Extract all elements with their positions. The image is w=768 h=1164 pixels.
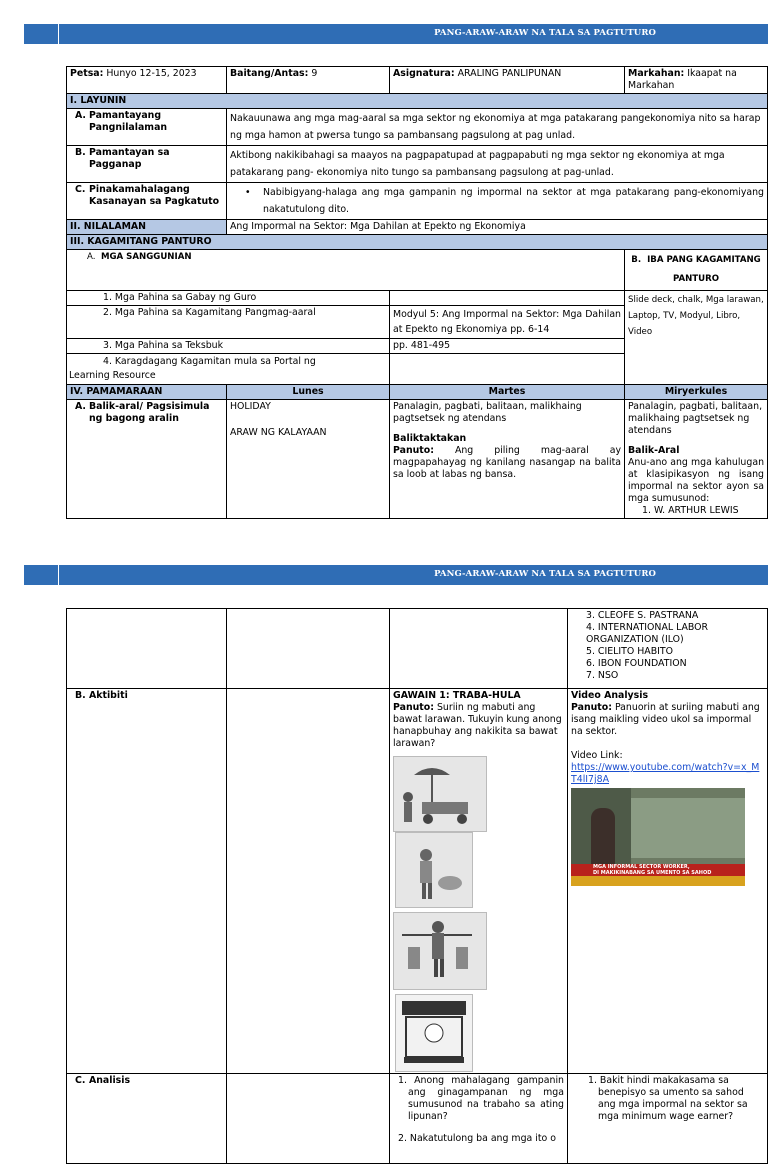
petsa-cell: Petsa: Hunyo 12-15, 2023 [67,67,227,94]
pamantayang-pangnilalaman-text: Nakauunawa ang mga mag-aaral sa mga sektor ng ekonomiya at mga patakarang pangekonomiya nito sa harap ng mga hamon at pwersa tungo sa pambansang pagsulong at pag unlad. [227,109,768,146]
martes-cell: Panalagin, pagbati, balitaan, malikhaing pagtsetsek ng atendans Baliktaktakan Panuto: Ang piling mag-aaral ay magpapahayag ng kanilang nasangap na balita sa loob at labas ng bansa. [390,400,625,519]
sanggunian-label: A. MGA SANGGUNIAN [67,250,625,291]
markahan-cell: Markahan: Ikaapat na Markahan [625,67,768,94]
lesson-plan-table-page1 [66,66,768,519]
pamantayan-pagganap-label: B. Pamantayan sa Pagganap [67,146,227,183]
kagamitan-heading-row [67,235,768,250]
pamamaraan-heading-row [67,385,768,400]
header-banner-page2 [24,565,768,585]
pamamaraan-heading: IV. PAMAMARAAN [67,385,227,400]
banner-divider [58,24,59,44]
martes-analisis-cell: 1. Anong mahalagang gampanin ang ginagampanan ng mga sumusunod na trabaho sa ating lipunan? 2. Nakatutulong ba ang mga ito o [390,1074,568,1164]
balik-aral-label: A. Balik-aral/ Pagsisimula ng bagong aralin [67,400,227,519]
video-link[interactable]: https://www.youtube.com/watch?v=x_MT4lI7j8A [571,762,760,785]
martes-cell [390,609,568,689]
balik-aral-continued-row [67,609,768,689]
kagamitan-heading: III. KAGAMITANG PANTURO [67,235,768,250]
col-martes: Martes [390,385,625,400]
lunes-cell: HOLIDAY ARAW NG KALAYAAN [227,400,390,519]
balik-aral-row [67,400,768,519]
kagamitang-mag-aaral-value: Modyul 5: Ang Impormal na Sektor: Mga Dahilan at Epekto ng Ekonomiya pp. 6-14 [390,306,625,339]
label-cell [67,609,227,689]
video-analysis-cell: Video Analysis Panuto: Panuorin at suriing mabuti ang isang maikling video ukol sa impormal na sektor. Video Link: https://www.youtube.com/watch?v=x_MT4lI7j8A MGA INFORMAL SECTOR WORKER, DI MAKIKINABANG SA UMENTO SA SAHOD [568,689,768,1074]
miyerkules-list-cell: 3. CLEOFE S. PASTRANA 4. INTERNATIONAL LABOR ORGANIZATION (ILO) 5. CIELITO HABITO 6. IBON FOUNDATION 7. NSO [568,609,768,689]
miyerkules-analisis-cell: 1. Bakit hindi makakasama sa benepisyo sa umento sa sahod ang mga impormal na sektor sa mga minimum wage earner? [568,1074,768,1164]
iba-pang-kagamitan-label: B. IBA PANG KAGAMITANG PANTURO [625,250,768,291]
gabay-guro-label: 1. Mga Pahina sa Gabay ng Guro [67,291,390,306]
sari-sari-store-image [395,994,473,1072]
nilalaman-heading: II. NILALAMAN [67,220,227,235]
iba-pang-kagamitan-text: Slide deck, chalk, Mga larawan, Laptop, TV, Modyul, Libro, Video [625,291,768,385]
video-thumbnail[interactable]: MGA INFORMAL SECTOR WORKER, DI MAKIKINABANG SA UMENTO SA SAHOD [571,788,745,886]
meta-row [67,67,768,94]
kasanayan-text: • Nabibigyang-halaga ang mga gampanin ng impormal na sektor at mga patakarang pang-ekonomiyang nakatutulong dito. [227,183,768,220]
analisis-label: C. Analisis [67,1074,227,1164]
header-banner [24,24,768,44]
layunin-heading-row [67,94,768,109]
miyerkules-cell: Panalagin, pagbati, balitaan, malikhaing pagtsetsek ng atendans Balik-Aral Anu-ano ang mga kahulugan at klasipikasyon ng isang impormal na sektor ayon sa mga sumusunod: 1. W. ARTHUR LEWIS [625,400,768,519]
layunin-b-row [67,146,768,183]
portal-value [390,354,625,385]
analisis-row [67,1074,768,1164]
layunin-heading: I. LAYUNIN [67,94,768,109]
fish-vendor-image [395,832,473,908]
nilalaman-row [67,220,768,235]
asignatura-cell: Asignatura: ARALING PANLIPUNAN [390,67,625,94]
sanggunian-item1-row [67,291,768,306]
pamantayan-pagganap-text: Aktibong nakikibahagi sa maayos na pagpapatupad at pagpapabuti ng mga sektor ng ekonomiya at mga patakarang pang- ekonomiya nito tungo sa pambansang pagsulong at pag-unlad. [227,146,768,183]
pamantayang-pangnilalaman-label: A. Pamantayang Pangnilalaman [67,109,227,146]
baitang-cell: Baitang/Antas: 9 [227,67,390,94]
nilalaman-text: Ang Impormal na Sektor: Mga Dahilan at Epekto ng Ekonomiya [227,220,768,235]
kagamitang-mag-aaral-label: 2. Mga Pahina sa Kagamitang Pangmag-aaral [67,306,390,339]
teksbuk-value: pp. 481-495 [390,339,625,354]
header-title: PANG-ARAW-ARAW NA TALA SA PAGTUTURO [434,569,656,579]
lunes-cell [227,689,390,1074]
portal-label: 4. Karagdagang Kagamitan mula sa Portal ng Learning Resource [67,354,390,385]
sanggunian-row [67,250,768,291]
col-miyerkules: Miryerkules [625,385,768,400]
gabay-guro-value [390,291,625,306]
gawain-cell: GAWAIN 1: TRABA-HULA Panuto: Suriin ng mabuti ang bawat larawan. Tukuyin kung anong hanapbuhay ang nakikita sa bawat larawan? [390,689,568,1074]
layunin-c-row [67,183,768,220]
vendor-cart-image [393,756,487,832]
aktibiti-label: B. Aktibiti [67,689,227,1074]
lunes-cell [227,609,390,689]
header-title: PANG-ARAW-ARAW NA TALA SA PAGTUTURO [434,28,656,38]
kasanayan-label: C. Pinakamahalagang Kasanayan sa Pagkatuto [67,183,227,220]
layunin-a-row [67,109,768,146]
aktibiti-row [67,689,768,1074]
taho-vendor-image [393,912,487,990]
lunes-cell [227,1074,390,1164]
banner-divider [58,565,59,585]
col-lunes: Lunes [227,385,390,400]
lesson-plan-table-page2 [66,608,768,1164]
teksbuk-label: 3. Mga Pahina sa Teksbuk [67,339,390,354]
